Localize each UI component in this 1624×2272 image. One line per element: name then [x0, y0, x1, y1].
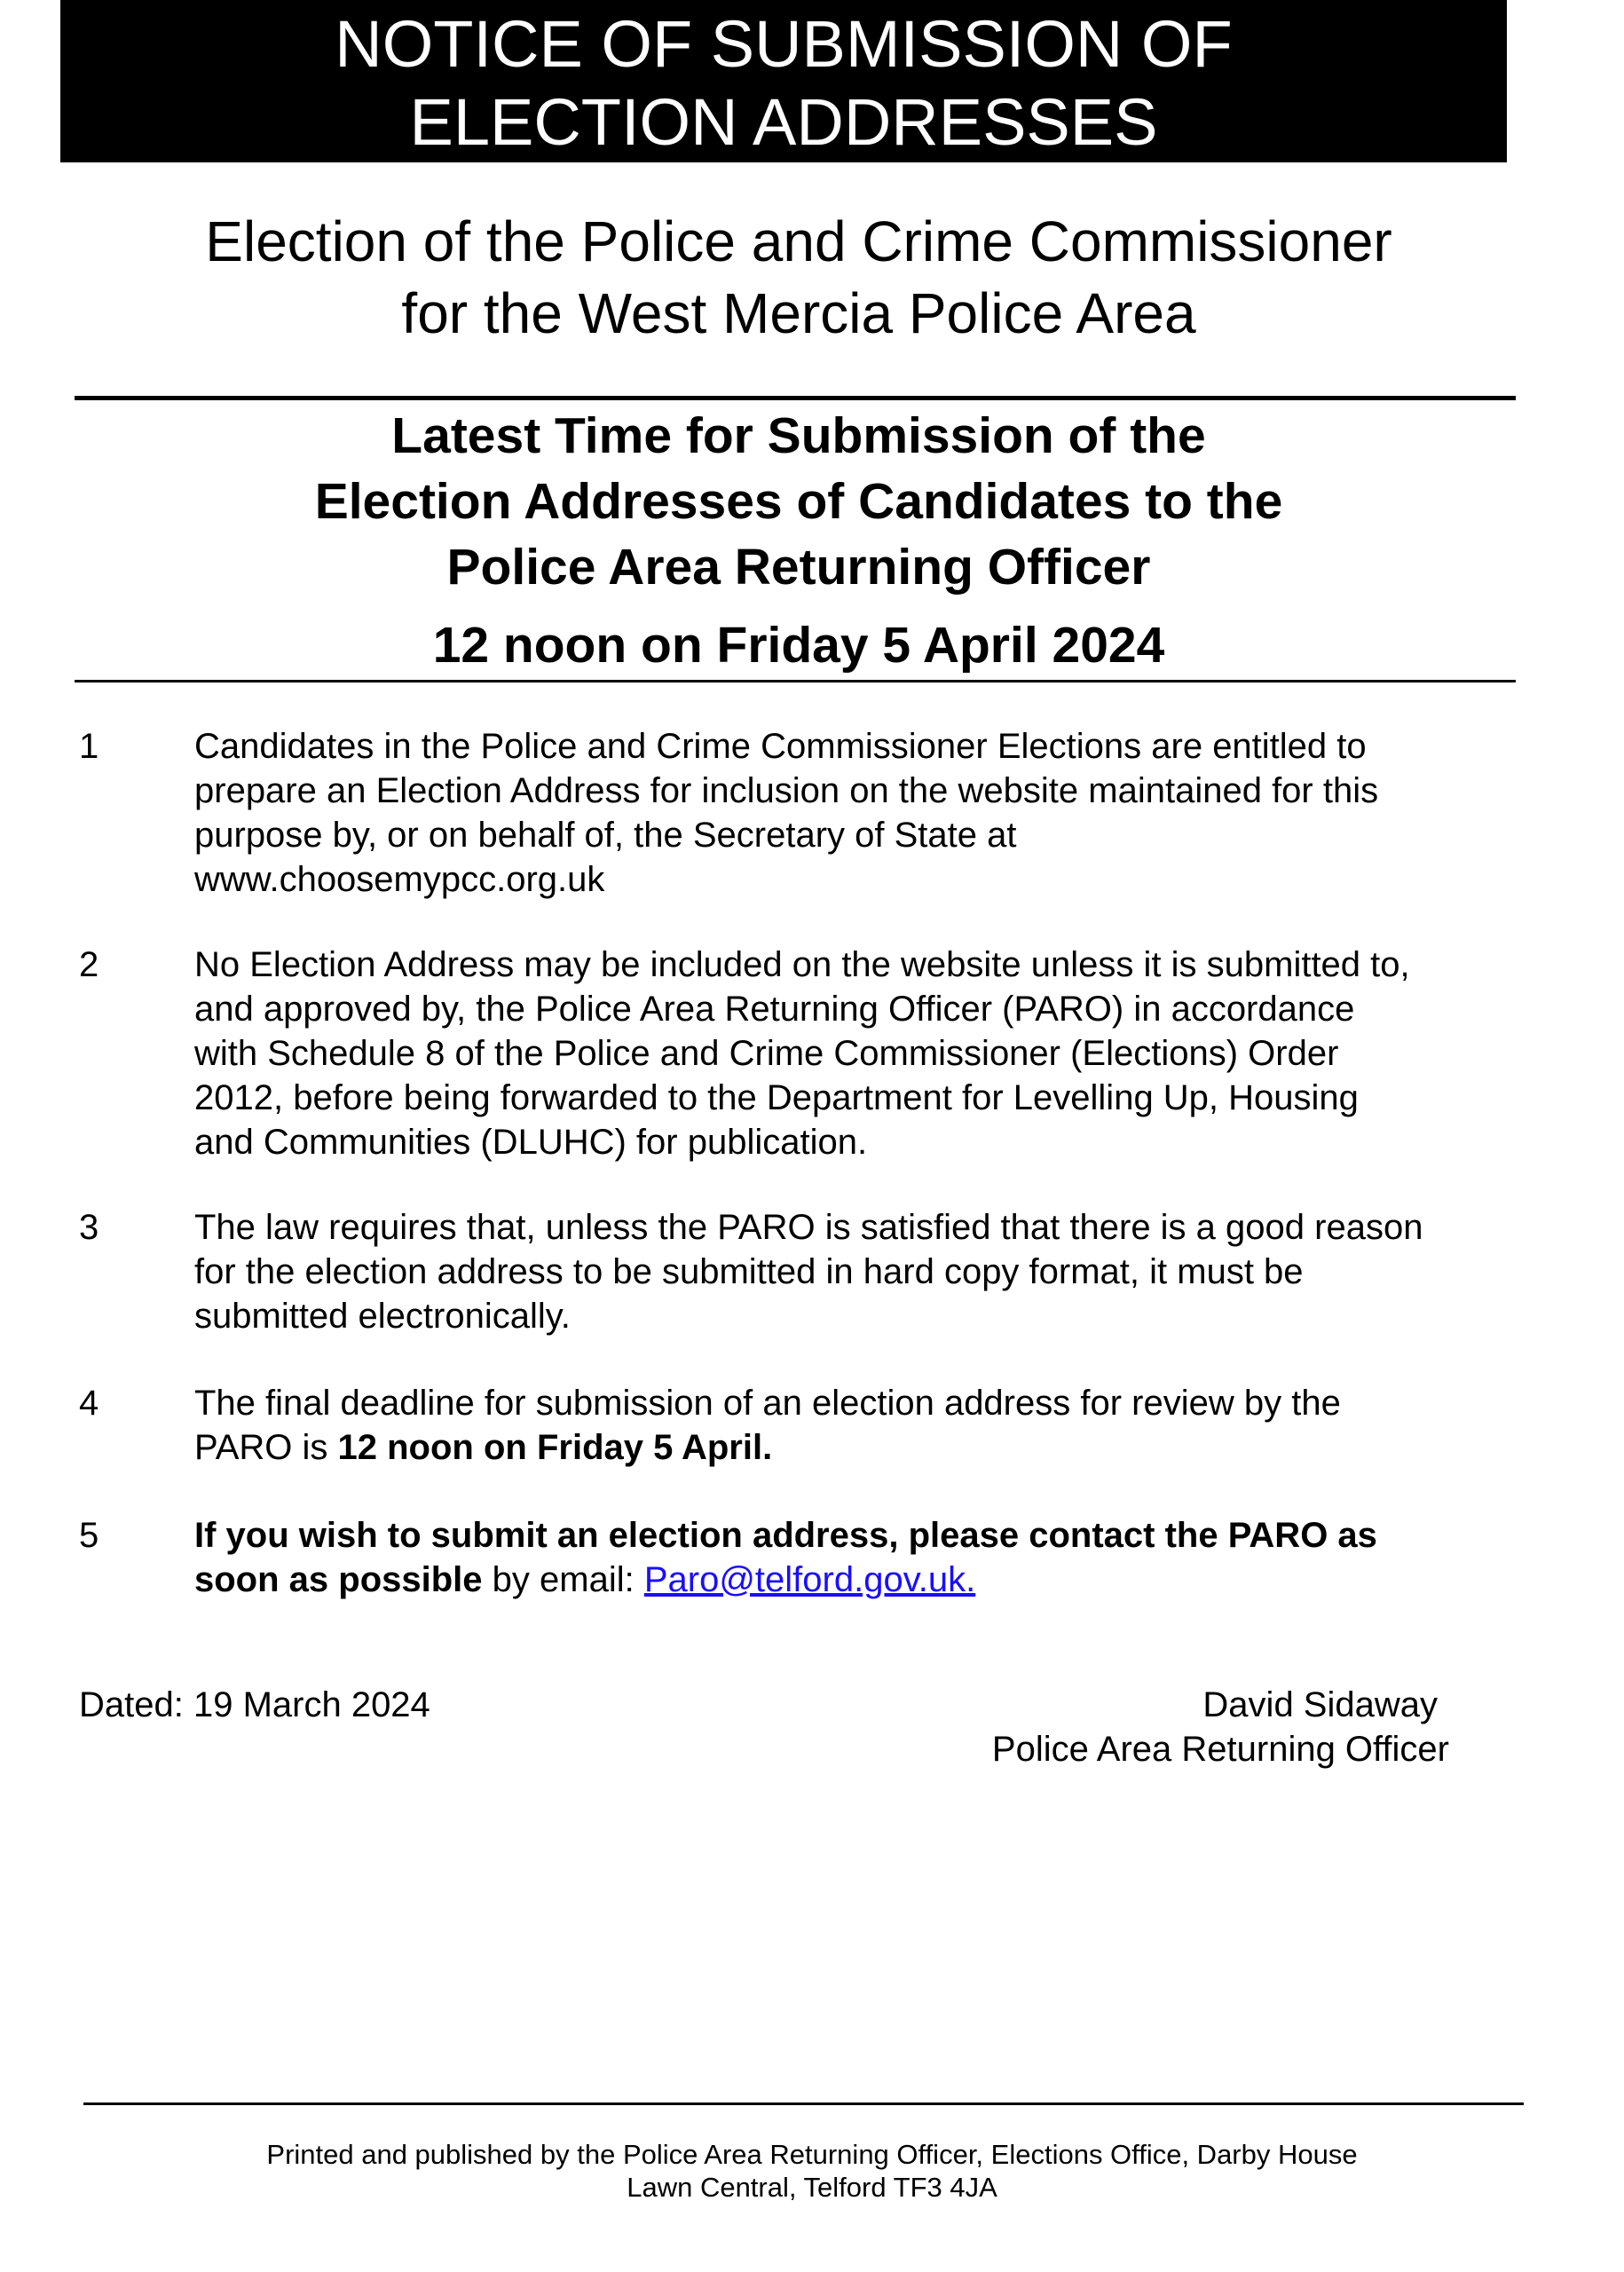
deadline-heading	[0, 403, 1597, 600]
paragraph-number: 5	[79, 1516, 99, 1555]
banner-title-line1: NOTICE OF SUBMISSION OF	[335, 7, 1233, 81]
signatory-title: Police Area Returning Officer	[991, 1730, 1449, 1769]
paragraph-number: 4	[79, 1384, 99, 1423]
notice-banner	[60, 0, 1507, 162]
paragraph-line: and approved by, the Police Area Returning Officer (PARO) in accordance	[194, 990, 1355, 1029]
heading-line2: Election Addresses of Candidates to the	[314, 473, 1283, 530]
email-link[interactable]: Paro@telford.gov.uk.	[643, 1560, 976, 1599]
paragraph-line: prepare an Election Address for inclusion on the website maintained for this	[194, 771, 1379, 810]
footer-line1: Printed and published by the Police Area Returning Officer, Elections Office, Darby House	[266, 2139, 1358, 2170]
paragraph-line: The law requires that, unless the PARO is satisfied that there is a good reason	[194, 1208, 1423, 1247]
deadline-emphasis: 12 noon on Friday 5 April.	[337, 1428, 773, 1467]
subtitle-line2: for the West Mercia Police Area	[401, 281, 1196, 345]
heading-line1: Latest Time for Submission of the	[391, 407, 1206, 464]
paragraph-line: and Communities (DLUHC) for publication.	[194, 1123, 868, 1162]
imprint-footer	[0, 2138, 1624, 2204]
paragraph-line	[194, 1558, 1377, 1602]
paragraph-line: submitted electronically.	[194, 1297, 571, 1336]
heading-line3: Police Area Returning Officer	[446, 539, 1151, 596]
footer-line2: Lawn Central, Telford TF3 4JA	[627, 2172, 997, 2203]
signatory-name: David Sidaway	[1202, 1685, 1438, 1724]
paragraph-line: No Election Address may be included on the website unless it is submitted to,	[194, 945, 1410, 984]
footer-divider	[83, 2102, 1524, 2105]
text-plain: PARO is	[194, 1428, 338, 1467]
paragraph-line: The final deadline for submission of an election address for review by the	[194, 1384, 1341, 1423]
paragraph-number: 2	[79, 945, 99, 984]
paragraph-line: with Schedule 8 of the Police and Crime Commissioner (Elections) Order	[194, 1034, 1339, 1073]
paragraph-line: Candidates in the Police and Crime Commissioner Elections are entitled to	[194, 727, 1367, 766]
election-subtitle	[0, 206, 1597, 350]
paragraph-line	[194, 1425, 1341, 1470]
subtitle-line1: Election of the Police and Crime Commissioner	[205, 209, 1392, 273]
deadline-date: 12 noon on Friday 5 April 2024	[432, 617, 1165, 674]
banner-title-line2: ELECTION ADDRESSES	[409, 85, 1158, 159]
paragraph-number: 3	[79, 1208, 99, 1247]
paragraph-number: 1	[79, 727, 99, 766]
divider-bottom	[75, 680, 1516, 682]
signature-block	[992, 1683, 1449, 1771]
paragraph-line: purpose by, or on behalf of, the Secretary of State at	[194, 816, 1017, 855]
paragraph-line: for the election address to be submitted in hard copy format, it must be	[194, 1252, 1304, 1291]
paragraph-line: www.choosemypcc.org.uk	[194, 860, 605, 899]
dated-text: Dated: 19 March 2024	[79, 1685, 430, 1724]
paragraph-line: 2012, before being forwarded to the Department for Levelling Up, Housing	[194, 1078, 1359, 1117]
divider-top	[75, 396, 1516, 400]
contact-emphasis: soon as possible	[194, 1560, 483, 1599]
contact-emphasis: If you wish to submit an election address, please contact the PARO as	[194, 1516, 1377, 1555]
text-plain: by email:	[482, 1560, 644, 1599]
